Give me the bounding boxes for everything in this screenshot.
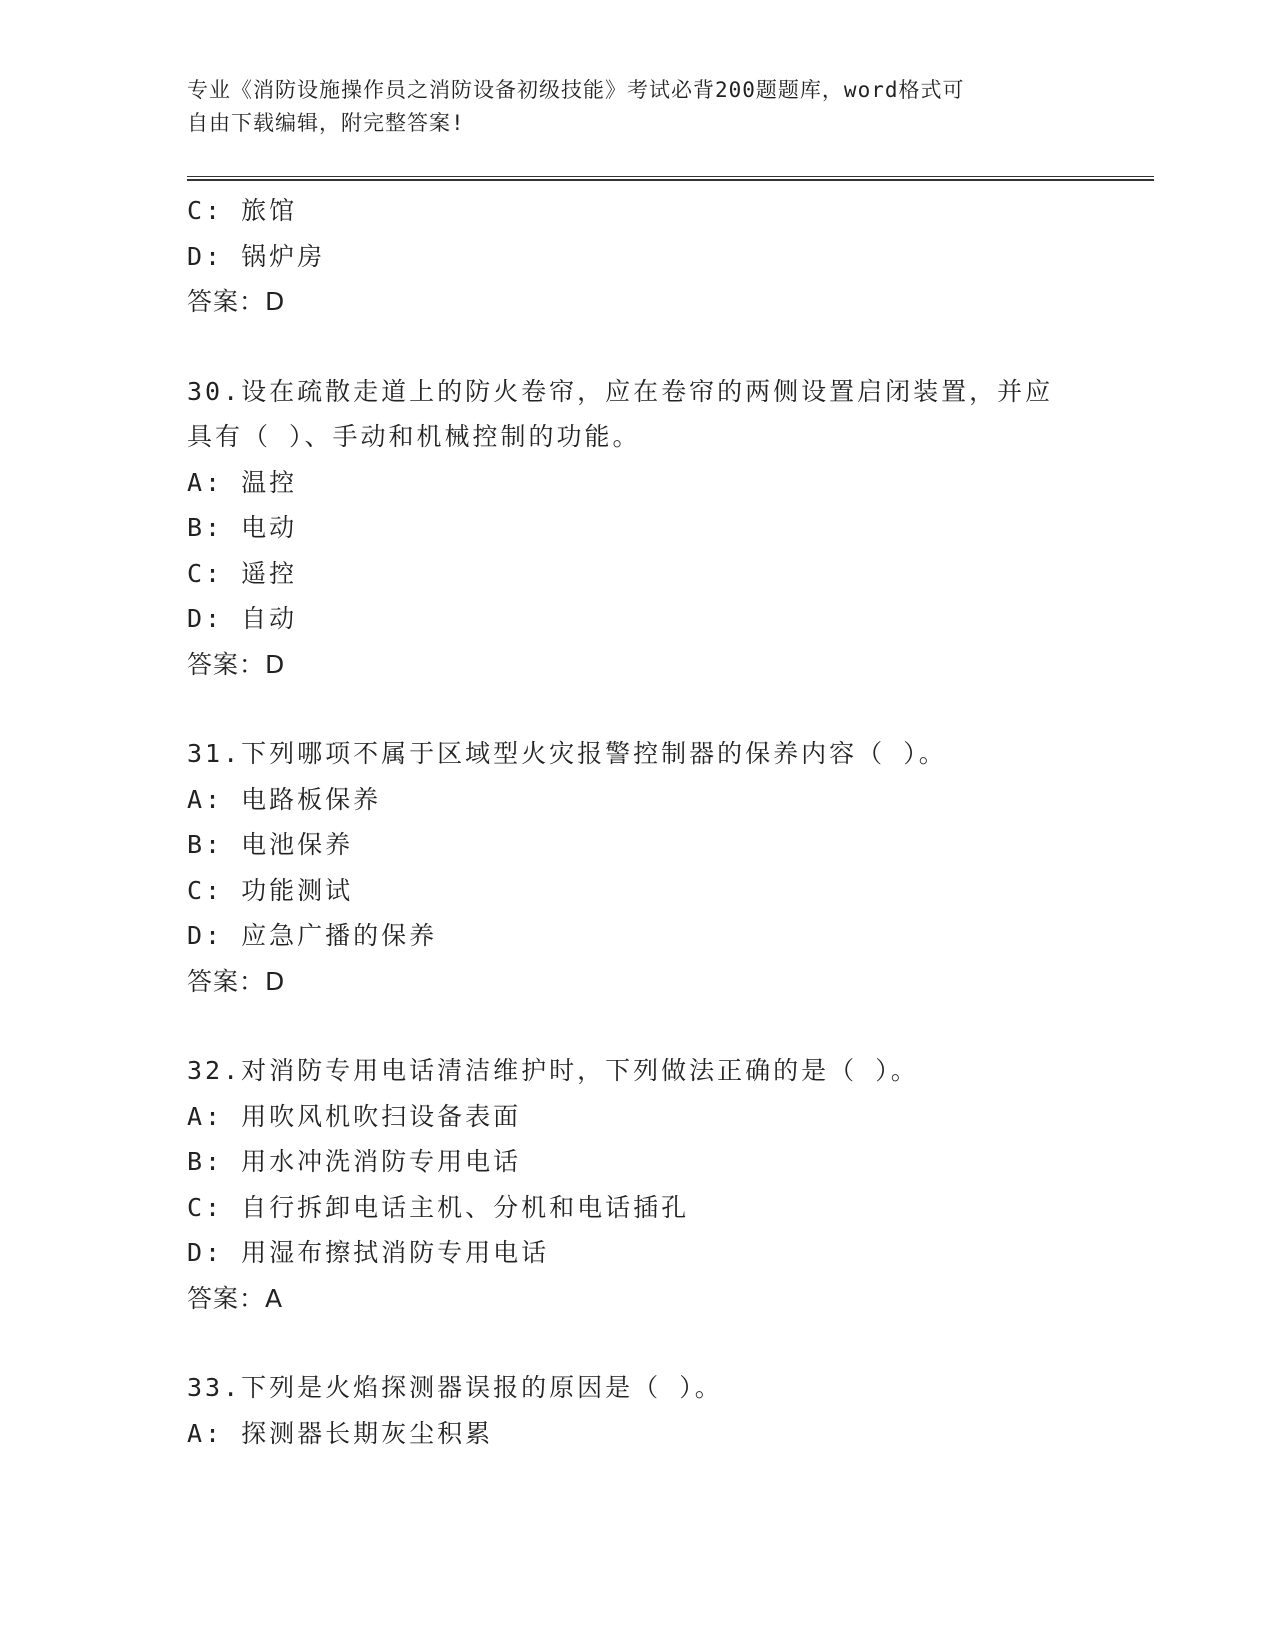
option-a: A: 用吹风机吹扫设备表面 [187,1101,522,1131]
option-c: C: 自行拆卸电话主机、分机和电话插孔 [187,1192,690,1222]
carryover-question [187,188,1087,325]
option-a: A: 探测器长期灰尘积累 [187,1418,494,1448]
option-d: D: 用湿布擦拭消防专用电话 [187,1238,550,1267]
page-header [187,74,1067,140]
option-d: D: 自动 [187,604,298,633]
question-list [187,188,1087,1456]
answer-line: 答案：D [187,287,286,316]
header-divider [187,176,1154,181]
answer-line: 答案：D [187,649,286,679]
question-32 [187,1048,1087,1321]
question-stem-continued: 具有（ ）、手动和机械控制的功能。 [187,422,641,451]
question-stem: 33.下列是火焰探测器误报的原因是（ ）。 [187,1373,723,1402]
question-33 [187,1365,1087,1456]
question-stem: 31.下列哪项不属于区域型火灾报警控制器的保养内容（ ）。 [187,739,947,768]
question-stem: 32.对消防专用电话清洁维护时，下列做法正确的是（ ）。 [187,1056,919,1085]
option-b: B: 用水冲洗消防专用电话 [187,1147,522,1176]
header-line-2: 自由下载编辑，附完整答案! [187,111,465,135]
option-a: A: 电路板保养 [187,784,382,814]
option-c: C: 功能测试 [187,875,354,905]
option-b: B: 电动 [187,513,298,542]
option-d: D: 锅炉房 [187,241,326,271]
option-c: C: 遥控 [187,558,298,588]
question-stem: 30.设在疏散走道上的防火卷帘，应在卷帘的两侧设置启闭装置，并应 [187,376,1054,406]
option-d: D: 应急广播的保养 [187,921,438,950]
question-30 [187,369,1087,688]
option-a: A: 温控 [187,467,298,497]
answer-line: 答案：A [187,1283,284,1313]
answer-line: 答案：D [187,966,286,996]
question-31 [187,731,1087,1004]
option-b: B: 电池保养 [187,830,354,859]
header-line-1: 专业《消防设施操作员之消防设备初级技能》考试必背200题题库，word格式可 [187,78,965,102]
option-c: C: 旅馆 [187,196,298,225]
